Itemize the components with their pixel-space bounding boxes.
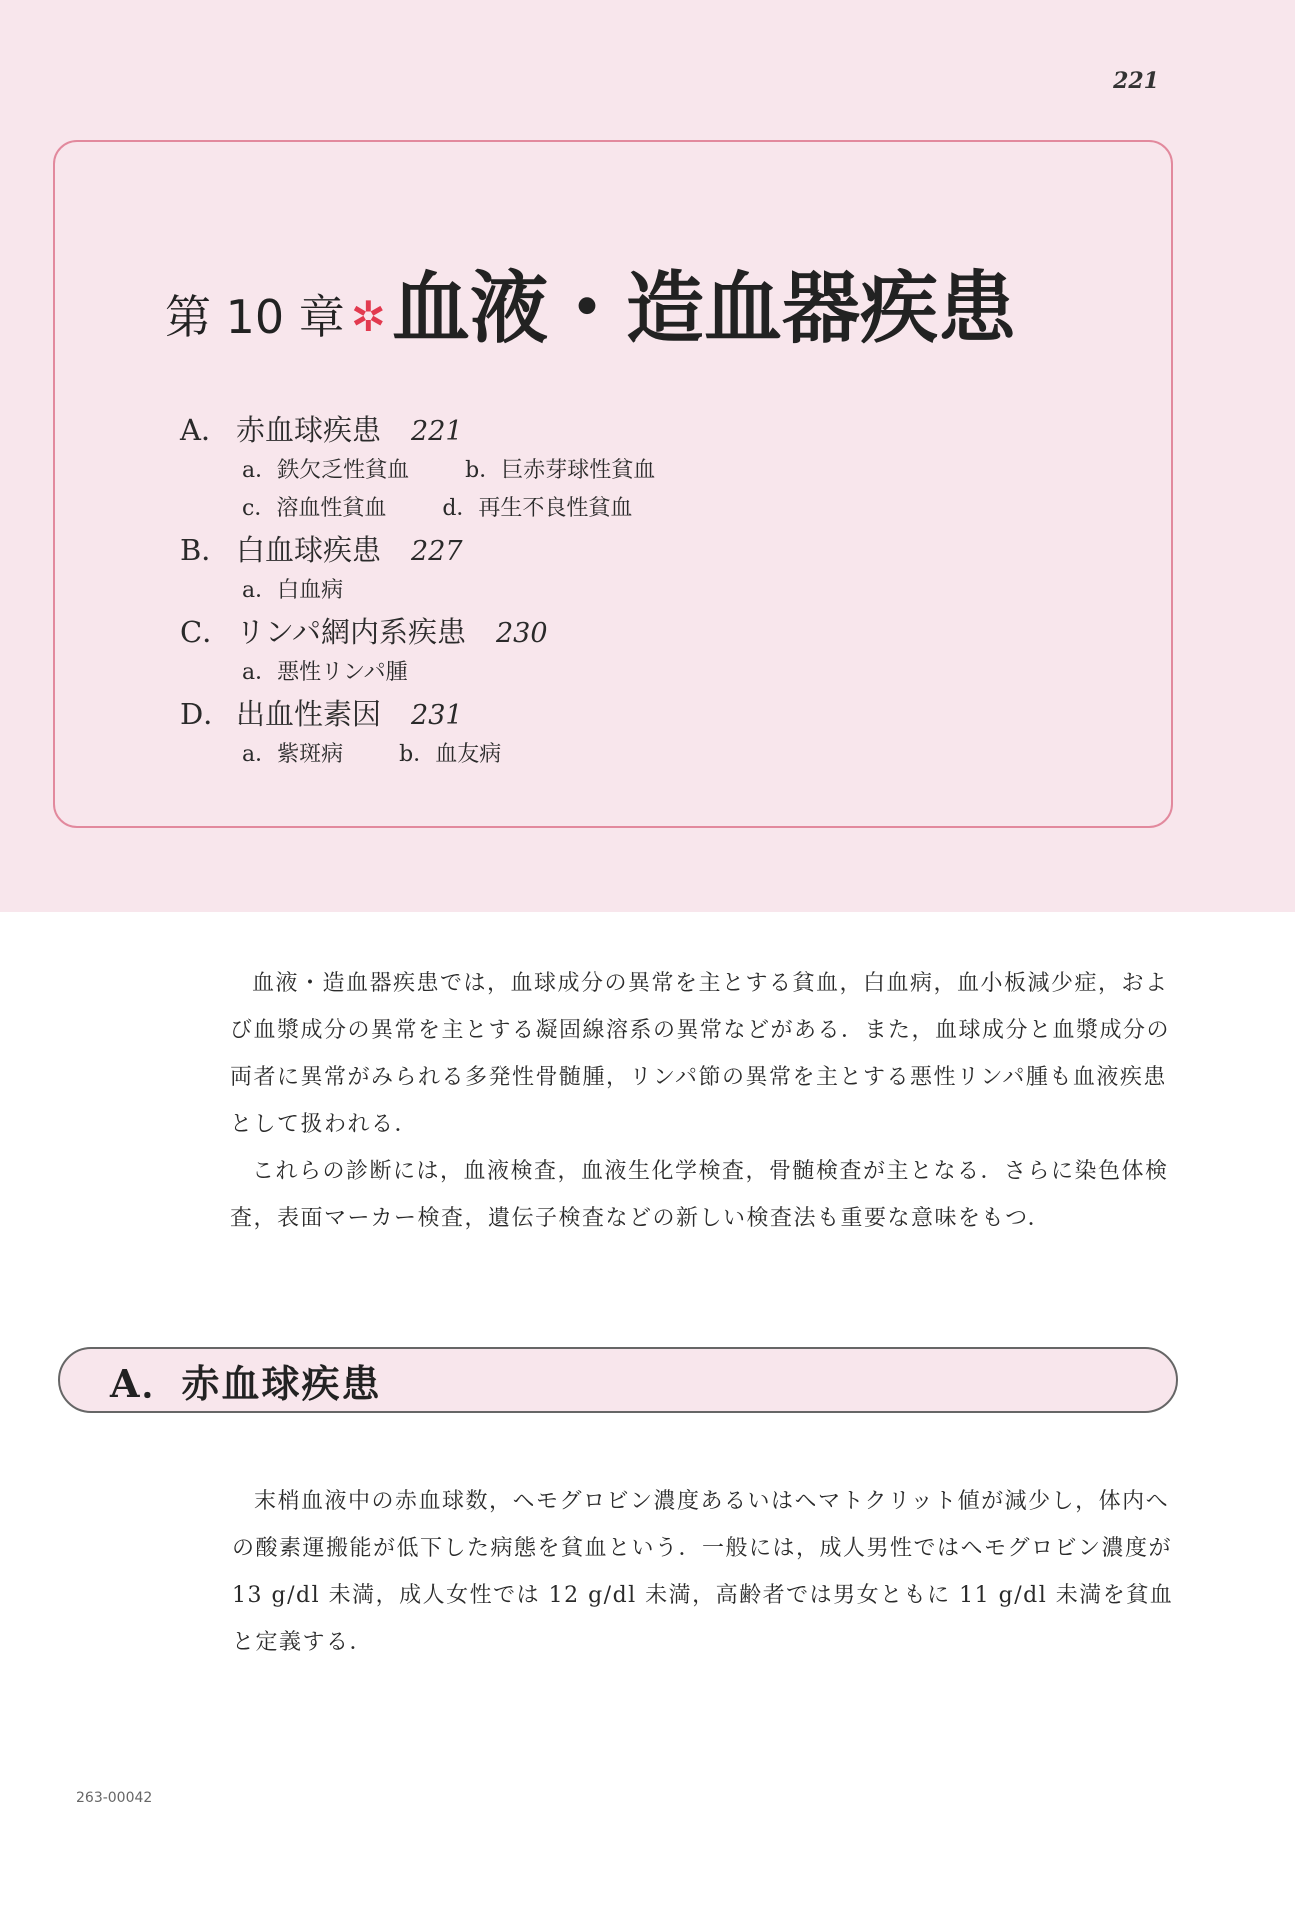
toc-letter: D． (180, 697, 233, 731)
toc-title: リンパ網内系疾患 (236, 615, 466, 649)
toc-page: 227 (411, 536, 463, 567)
body-paragraph: 末梢血液中の赤血球数，ヘモグロビン濃度あるいはヘマトクリット値が減少し，体内への酸素運搬能が低下した病態を貧血という．一般には，成人男性ではヘモグロビン濃度が 13 g/dl 未満，成人女性では 12 g/dl 未満，高齢者では男女ともに 11 g/dl 未満を貧血と定義する． (232, 1489, 1174, 1655)
toc-subitem[interactable]: b．巨赤芽球性貧血 (465, 458, 656, 483)
toc-subrow (180, 572, 880, 610)
toc-page: 231 (411, 700, 463, 731)
table-of-contents (180, 408, 880, 774)
toc-page: 230 (495, 618, 548, 649)
toc-subitem[interactable]: d．再生不良性貧血 (442, 496, 633, 521)
toc-subitem[interactable]: c．溶血性貧血 (242, 496, 387, 521)
toc-letter: C． (180, 615, 232, 649)
toc-section-b[interactable] (180, 528, 880, 572)
section-heading-banner (58, 1347, 1178, 1413)
chapter-number: 第 10 章 (165, 290, 345, 344)
toc-subitem[interactable]: a．鉄欠乏性貧血 (242, 458, 410, 483)
footer-code: 263-00042 (76, 1790, 153, 1806)
toc-letter: B． (180, 533, 231, 567)
toc-page: 221 (411, 416, 463, 447)
intro-paragraph: 血液・造血器疾患では，血球成分の異常を主とする貧血，白血病，血小板減少症，および血漿成分の異常を主とする凝固線溶系の異常などがある．また，血球成分と血漿成分の両者に異常がみられる多発性骨髄腫，リンパ節の異常を主とする悪性リンパ腫も血液疾患として扱われる． (230, 971, 1171, 1137)
toc-subitem[interactable]: b．血友病 (399, 742, 502, 767)
toc-section-a[interactable] (180, 408, 880, 452)
toc-section-d[interactable] (180, 692, 880, 736)
toc-subrow (180, 736, 880, 774)
page-number: 221 (1113, 68, 1159, 94)
section-heading: A．赤血球疾患 (110, 1360, 382, 1406)
toc-title: 赤血球疾患 (236, 413, 382, 447)
toc-subitem[interactable]: a．白血病 (242, 578, 344, 603)
toc-subitem[interactable]: a．紫斑病 (242, 742, 344, 767)
chapter-intro (230, 960, 1180, 1242)
toc-subrow (180, 452, 880, 490)
toc-section-c[interactable] (180, 610, 880, 654)
chapter-title (165, 248, 1016, 354)
toc-title: 白血球疾患 (236, 533, 382, 567)
toc-title: 出血性素因 (236, 697, 382, 731)
chapter-name: 血液・造血器疾患 (391, 264, 1016, 354)
toc-subrow (180, 654, 880, 692)
asterisk-icon: ✲ (350, 292, 386, 341)
toc-subitem[interactable]: a．悪性リンパ腫 (242, 660, 408, 685)
toc-letter: A． (180, 413, 230, 447)
intro-paragraph: これらの診断には，血液検査，血液生化学検査，骨髄検査が主となる．さらに染色体検査，表面マーカー検査，遺伝子検査などの新しい検査法も重要な意味をもつ． (230, 1159, 1169, 1231)
toc-subrow (180, 490, 880, 528)
section-body (232, 1478, 1182, 1666)
